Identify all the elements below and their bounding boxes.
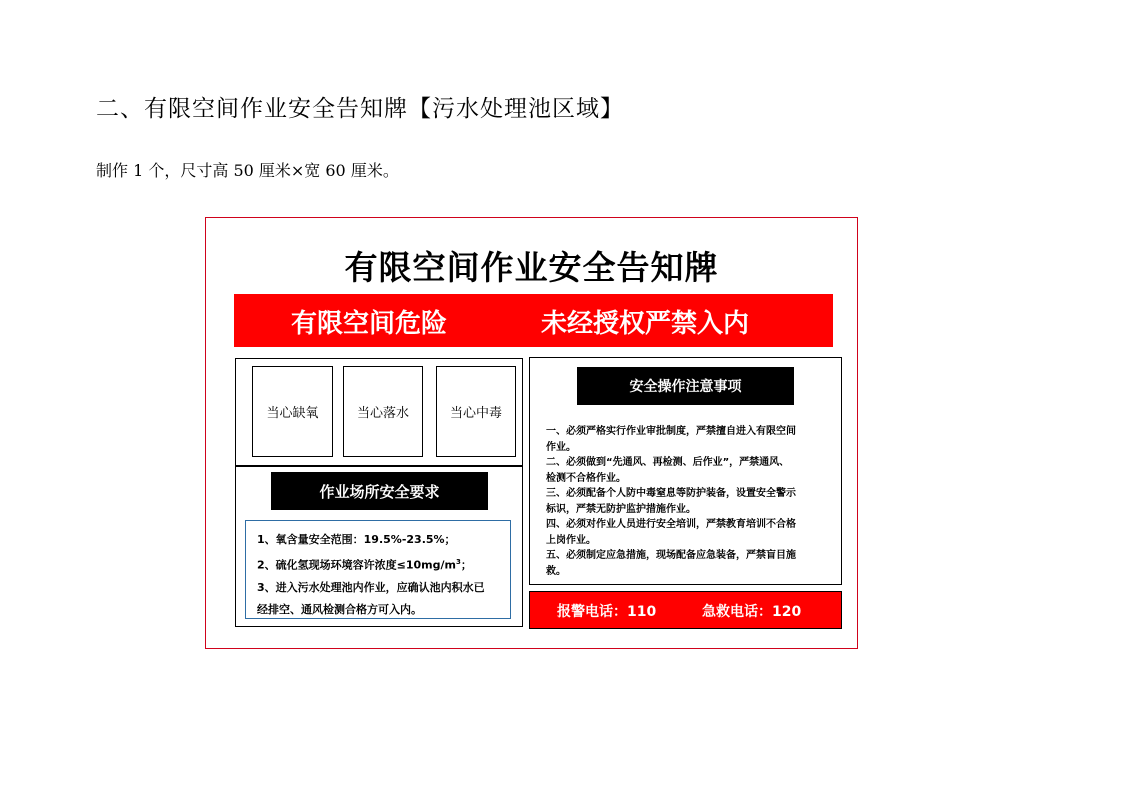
rule-line: 检测不合格作业。: [546, 472, 626, 484]
rule-line: 二、必须做到“先通风、再检测、后作业”，严禁通风、: [546, 457, 790, 468]
safety-rules-list: [546, 424, 826, 579]
rule-line: 标识，严禁无防护监护措施作业。: [546, 503, 696, 515]
danger-banner-left: 有限空间危险: [291, 309, 448, 339]
requirement-item: 2、硫化氢现场环境容许浓度$\le 10mg/m^3$；: [257, 558, 472, 572]
danger-banner: [234, 294, 833, 347]
requirements-list: [245, 520, 511, 619]
warning-signs-panel: [235, 358, 523, 467]
requirement-item: 1、氧含量安全范围：19.5%-23.5%；: [257, 533, 456, 546]
ambulance-phone: 急救电话：120: [702, 604, 802, 620]
rule-line: 五、必须制定应急措施，现场配备应急装备，严禁盲目施: [546, 550, 796, 561]
requirement-item: 经排空、通风检测合格方可入内。: [257, 602, 422, 616]
workplace-requirements-panel: [235, 465, 523, 627]
workplace-requirements-title: 作业场所安全要求: [271, 472, 488, 510]
rule-line: 三、必须配备个人防中毒窒息等防护装备，设置安全警示: [546, 488, 796, 499]
board-title: 有限空间作业安全告知牌: [344, 248, 719, 287]
document-heading: 二、有限空间作业安全告知牌【污水处理池区域】: [96, 96, 624, 122]
rule-line: 上岗作业。: [546, 534, 596, 546]
rule-line: 一、必须严格实行作业审批制度，严禁擅自进入有限空间: [546, 426, 796, 437]
requirement-item: 3、进入污水处理池内作业，应确认池内积水已: [257, 580, 485, 594]
warning-tile-drowning: 当心落水: [343, 366, 423, 457]
size-spec-line: 制作 1 个，尺寸高 50 厘米×宽 60 厘米。: [96, 161, 399, 180]
rule-line: 作业。: [546, 441, 576, 453]
police-phone: 报警电话：110: [557, 604, 657, 620]
danger-banner-right: 未经授权严禁入内: [541, 309, 750, 339]
safety-notice-board: [205, 217, 858, 649]
warning-tile-oxygen: 当心缺氧: [252, 366, 333, 457]
rule-line: 四、必须对作业人员进行安全培训，严禁教育培训不合格: [546, 519, 796, 530]
emergency-phone-bar: [529, 591, 842, 629]
safety-notes-panel: [529, 357, 842, 585]
warning-tile-poisoning: 当心中毒: [436, 366, 516, 457]
rule-line: 救。: [546, 565, 566, 577]
safety-notes-title: 安全操作注意事项: [577, 367, 794, 405]
